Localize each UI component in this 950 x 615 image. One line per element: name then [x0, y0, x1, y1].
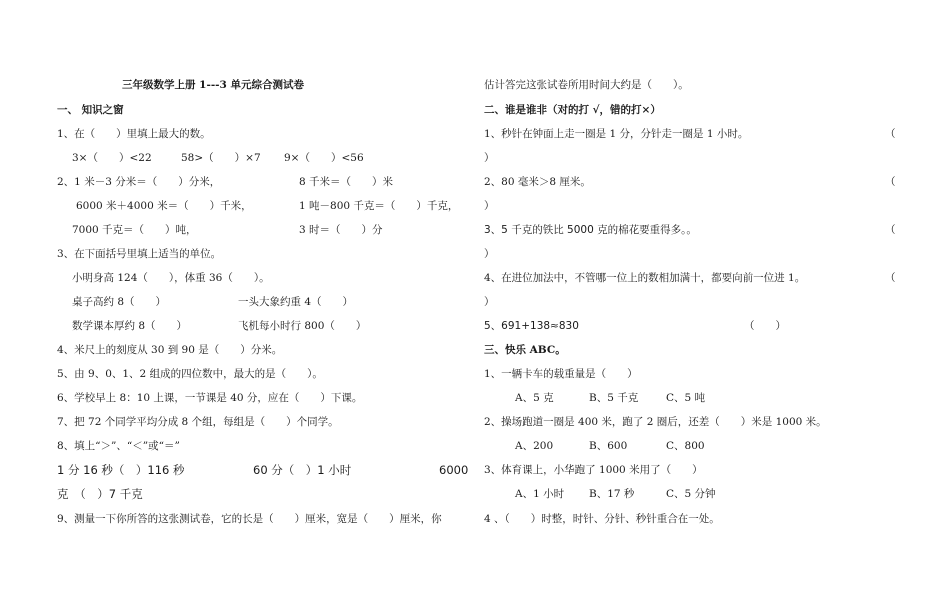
- choice-1-option-b: B、5 千克: [589, 392, 639, 404]
- question-8c: 6000: [439, 463, 469, 477]
- judge-4: 4、在进位加法中，不管哪一位上的数相加满十，都要向前一位进 1。: [484, 272, 806, 284]
- question-1b: 58>（ ）×7: [181, 152, 261, 164]
- question-2b: 8 千米＝（ ）米: [299, 176, 394, 188]
- question-8b: 60 分（ ）1 小时: [253, 463, 352, 477]
- question-2d: 1 吨－800 千克＝（ ）千克，: [299, 200, 459, 212]
- judge-5: 5、691+138≈830: [484, 320, 579, 332]
- question-7: 7、把 72 个同学平均分成 8 个组，每组是（ ）个同学。: [57, 416, 339, 428]
- question-2e: 7000 千克＝（ ）吨，: [72, 224, 197, 236]
- choice-3-option-b: B、17 秒: [589, 488, 635, 500]
- judge-5-parens: （ ）: [744, 320, 786, 332]
- judge-3-paren-open: （: [885, 224, 896, 236]
- section-2-heading: 二、谁是谁非（对的打 √，错的打×）: [484, 104, 661, 116]
- judge-1: 1、秒针在钟面上走一圈是 1 分，分针走一圈是 1 小时。: [484, 128, 749, 140]
- choice-3: 3、体育课上，小华跑了 1000 米用了（ ）: [484, 464, 703, 476]
- question-1a: 3×（ ）<22: [72, 152, 152, 164]
- judge-3-paren-close: ）: [484, 248, 495, 260]
- section-1-heading: 一、 知识之窗: [57, 104, 124, 116]
- choice-2-option-c: C、800: [666, 440, 705, 452]
- question-8a: 1 分 16 秒（ ）116 秒: [57, 463, 185, 477]
- question-3a: 小明身高 124（ ），体重 36（ ）。: [72, 272, 270, 284]
- question-5: 5、由 9、0、1、2 组成的四位数中，最大的是（ ）。: [57, 368, 323, 380]
- choice-1: 1、一辆卡车的载重量是（ ）: [484, 368, 638, 380]
- question-1: 1、在（ ）里填上最大的数。: [57, 128, 211, 140]
- question-1c: 9×（ ）<56: [284, 152, 364, 164]
- question-6: 6、学校早上 8：10 上课，一节课是 40 分，应在（ ）下课。: [57, 392, 363, 404]
- choice-2: 2、操场跑道一圈是 400 米，跑了 2 圈后，还差（ ）米是 1000 米。: [484, 416, 827, 428]
- choice-3-option-c: C、5 分钟: [666, 488, 716, 500]
- section-3-heading: 三、快乐 ABC。: [484, 344, 566, 356]
- question-4: 4、米尺上的刻度从 30 到 90 是（ ）分米。: [57, 344, 283, 356]
- judge-2: 2、80 毫米＞8 厘米。: [484, 176, 591, 188]
- choice-2-option-a: A、200: [515, 440, 554, 452]
- choice-1-option-c: C、5 吨: [666, 392, 706, 404]
- question-3c: 一头大象约重 4（ ）: [238, 296, 354, 308]
- question-3b: 桌子高约 8（ ）: [72, 296, 167, 308]
- choice-2-option-b: B、600: [589, 440, 628, 452]
- judge-2-paren-open: （: [885, 176, 896, 188]
- question-8: 8、填上“＞”、“＜”或“＝”: [57, 440, 180, 452]
- choice-3-option-a: A、1 小时: [515, 488, 565, 500]
- question-3: 3、在下面括号里填上适当的单位。: [57, 248, 222, 260]
- judge-1-paren-close: ）: [484, 152, 495, 164]
- question-9: 9、测量一下你所答的这张测试卷，它的长是（ ）厘米，宽是（ ）厘米，你: [57, 513, 442, 525]
- question-8d: 克 （ ）7 千克: [57, 487, 143, 501]
- choice-4: 4 、（ ）时整，时针、分针、秒针重合在一处。: [484, 513, 720, 525]
- judge-2-paren-close: ）: [484, 200, 495, 212]
- estimate-line: 估计答完这张试卷所用时间大约是（ ）。: [484, 79, 689, 91]
- judge-3: 3、5 千克的铁比 5000 克的棉花要重得多。。: [484, 224, 697, 236]
- question-2c: 6000 米＋4000 米＝（ ）千米，: [76, 200, 252, 212]
- question-3e: 飞机每小时行 800（ ）: [238, 320, 367, 332]
- question-2: 2、1 米－3 分米＝（ ）分米，: [57, 176, 221, 188]
- judge-4-paren-close: ）: [484, 296, 495, 308]
- page-title: 三年级数学上册 1---3 单元综合测试卷: [122, 79, 304, 91]
- judge-1-paren-open: （: [885, 128, 896, 140]
- choice-1-option-a: A、5 克: [515, 392, 554, 404]
- question-2f: 3 时＝（ ）分: [299, 224, 383, 236]
- judge-4-paren-open: （: [885, 272, 896, 284]
- question-3d: 数学课本厚约 8（ ）: [72, 320, 188, 332]
